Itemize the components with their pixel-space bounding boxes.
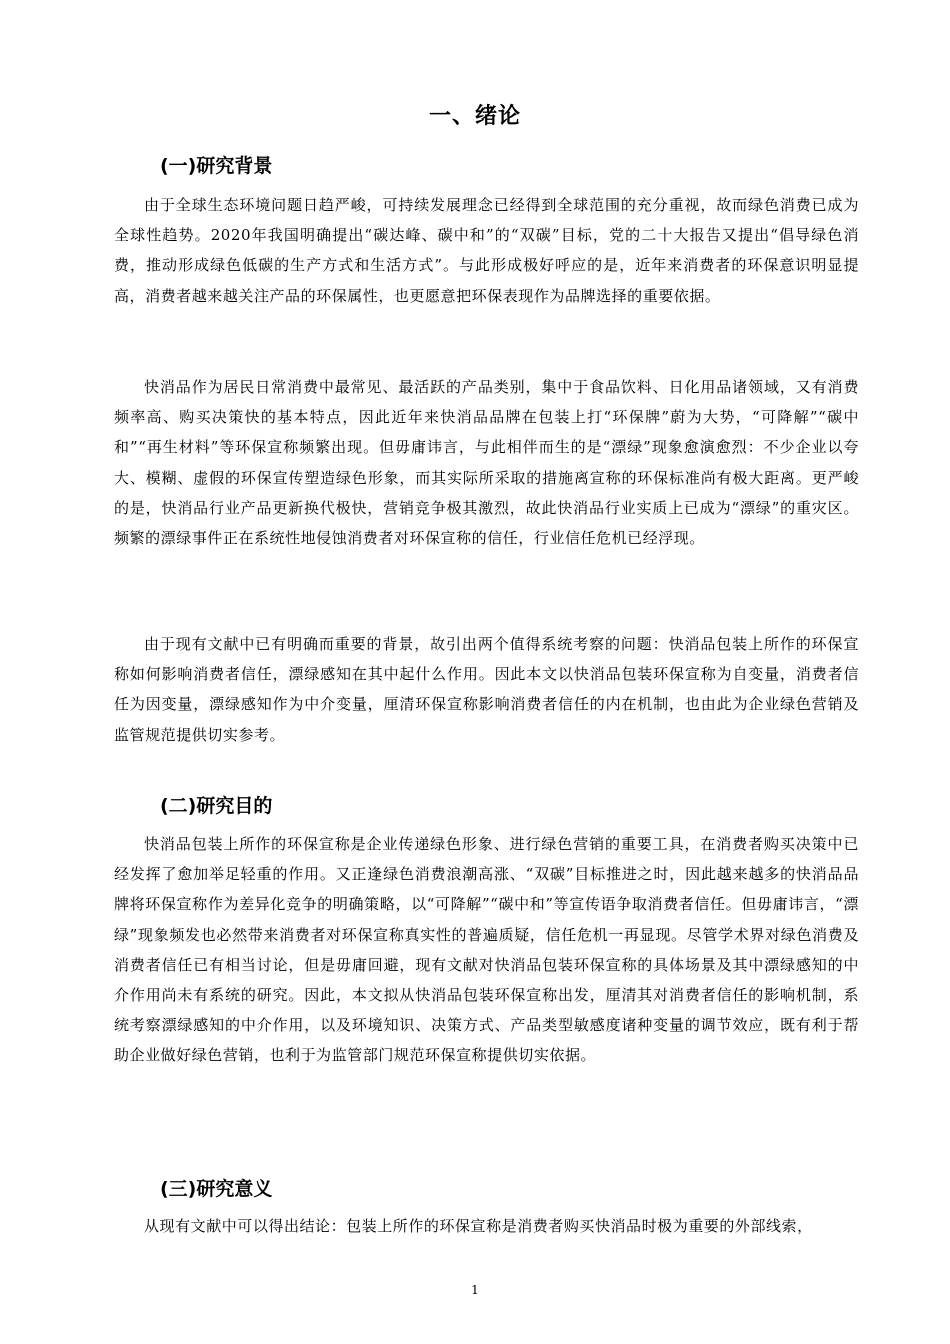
paragraph-background-3: 由于现有文献中已有明确而重要的背景，故引出两个值得系统考察的问题：快消品包装上所作的环保宣称如何影响消费者信任，漂绿感知在其中起什么作用。因此本文以快消品包装环保宣称为自变量，消费者信任为因变量，漂绿感知作为中介变量，厘清环保宣称影响消费者信任的内在机制，也由此为企业绿色营销及监管规范提供切实参考。 bbox=[114, 635, 859, 744]
page-number: 1 bbox=[471, 1283, 479, 1297]
section-heading-significance: (三)研究意义 bbox=[160, 1178, 273, 1200]
section-heading-purpose: (二)研究目的 bbox=[160, 795, 273, 817]
paragraph-background-2: 快消品作为居民日常消费中最常见、最活跃的产品类别，集中于食品饮料、日化用品诸领域，又有消费频率高、购买决策快的基本特点，因此近年来快消品品牌在包装上打“环保牌”蔚为大势，“可降解”“碳中和”“再生材料”等环保宣称频繁出现。但毋庸讳言，与此相伴而生的是“漂绿”现象愈演愈烈：不少企业以夸大、模糊、虚假的环保宣传塑造绿色形象，而其实际所采取的措施离宣称的环保标准尚有极大距离。更严峻的是，快消品行业产品更新换代极快，营销竞争极其激烈，故此快消品行业实质上已成为“漂绿”的重灾区。频繁的漂绿事件正在系统性地侵蚀消费者对环保宣称的信任，行业信任危机已经浮现。 bbox=[114, 378, 859, 548]
paragraph-background-1: 由于全球生态环境问题日趋严峻，可持续发展理念已经得到全球范围的充分重视，故而绿色消费已成为全球性趋势。2020年我国明确提出“碳达峰、碳中和”的“双碳”目标，党的二十大报告又提出“倡导绿色消费，推动形成绿色低碳的生产方式和生活方式”。与此形成极好呼应的是，近年来消费者的环保意识明显提高，消费者越来越关注产品的环保属性，也更愿意把环保表现作为品牌选择的重要依据。 bbox=[114, 196, 859, 305]
section-heading-background: (一)研究背景 bbox=[160, 155, 273, 177]
chapter-title: 一、绪论 bbox=[428, 104, 521, 129]
paragraph-significance-1: 从现有文献中可以得出结论：包装上所作的环保宣称是消费者购买快消品时极为重要的外部线索， bbox=[144, 1217, 813, 1235]
paragraph-purpose-1: 快消品包装上所作的环保宣称是企业传递绿色形象、进行绿色营销的重要工具，在消费者购买决策中已经发挥了愈加举足轻重的作用。又正逢绿色消费浪潮高涨、“双碳”目标推进之时，因此越来越多的快消品品牌将环保宣称作为差异化竞争的明确策略，以“可降解”“碳中和”等宣传语争取消费者信任。但毋庸讳言，“漂绿”现象频发也必然带来消费者对环保宣称真实性的普遍质疑，信任危机一再显现。尽管学术界对绿色消费及消费者信任已有相当讨论，但是毋庸回避，现有文献对快消品包装环保宣称的具体场景及其中漂绿感知的中介作用尚未有系统的研究。因此，本文拟从快消品包装环保宣称出发，厘清其对消费者信任的影响机制，系统考察漂绿感知的中介作用，以及环境知识、决策方式、产品类型敏感度诸种变量的调节效应，既有利于帮助企业做好绿色营销，也利于为监管部门规范环保宣称提供切实依据。 bbox=[114, 835, 859, 1065]
